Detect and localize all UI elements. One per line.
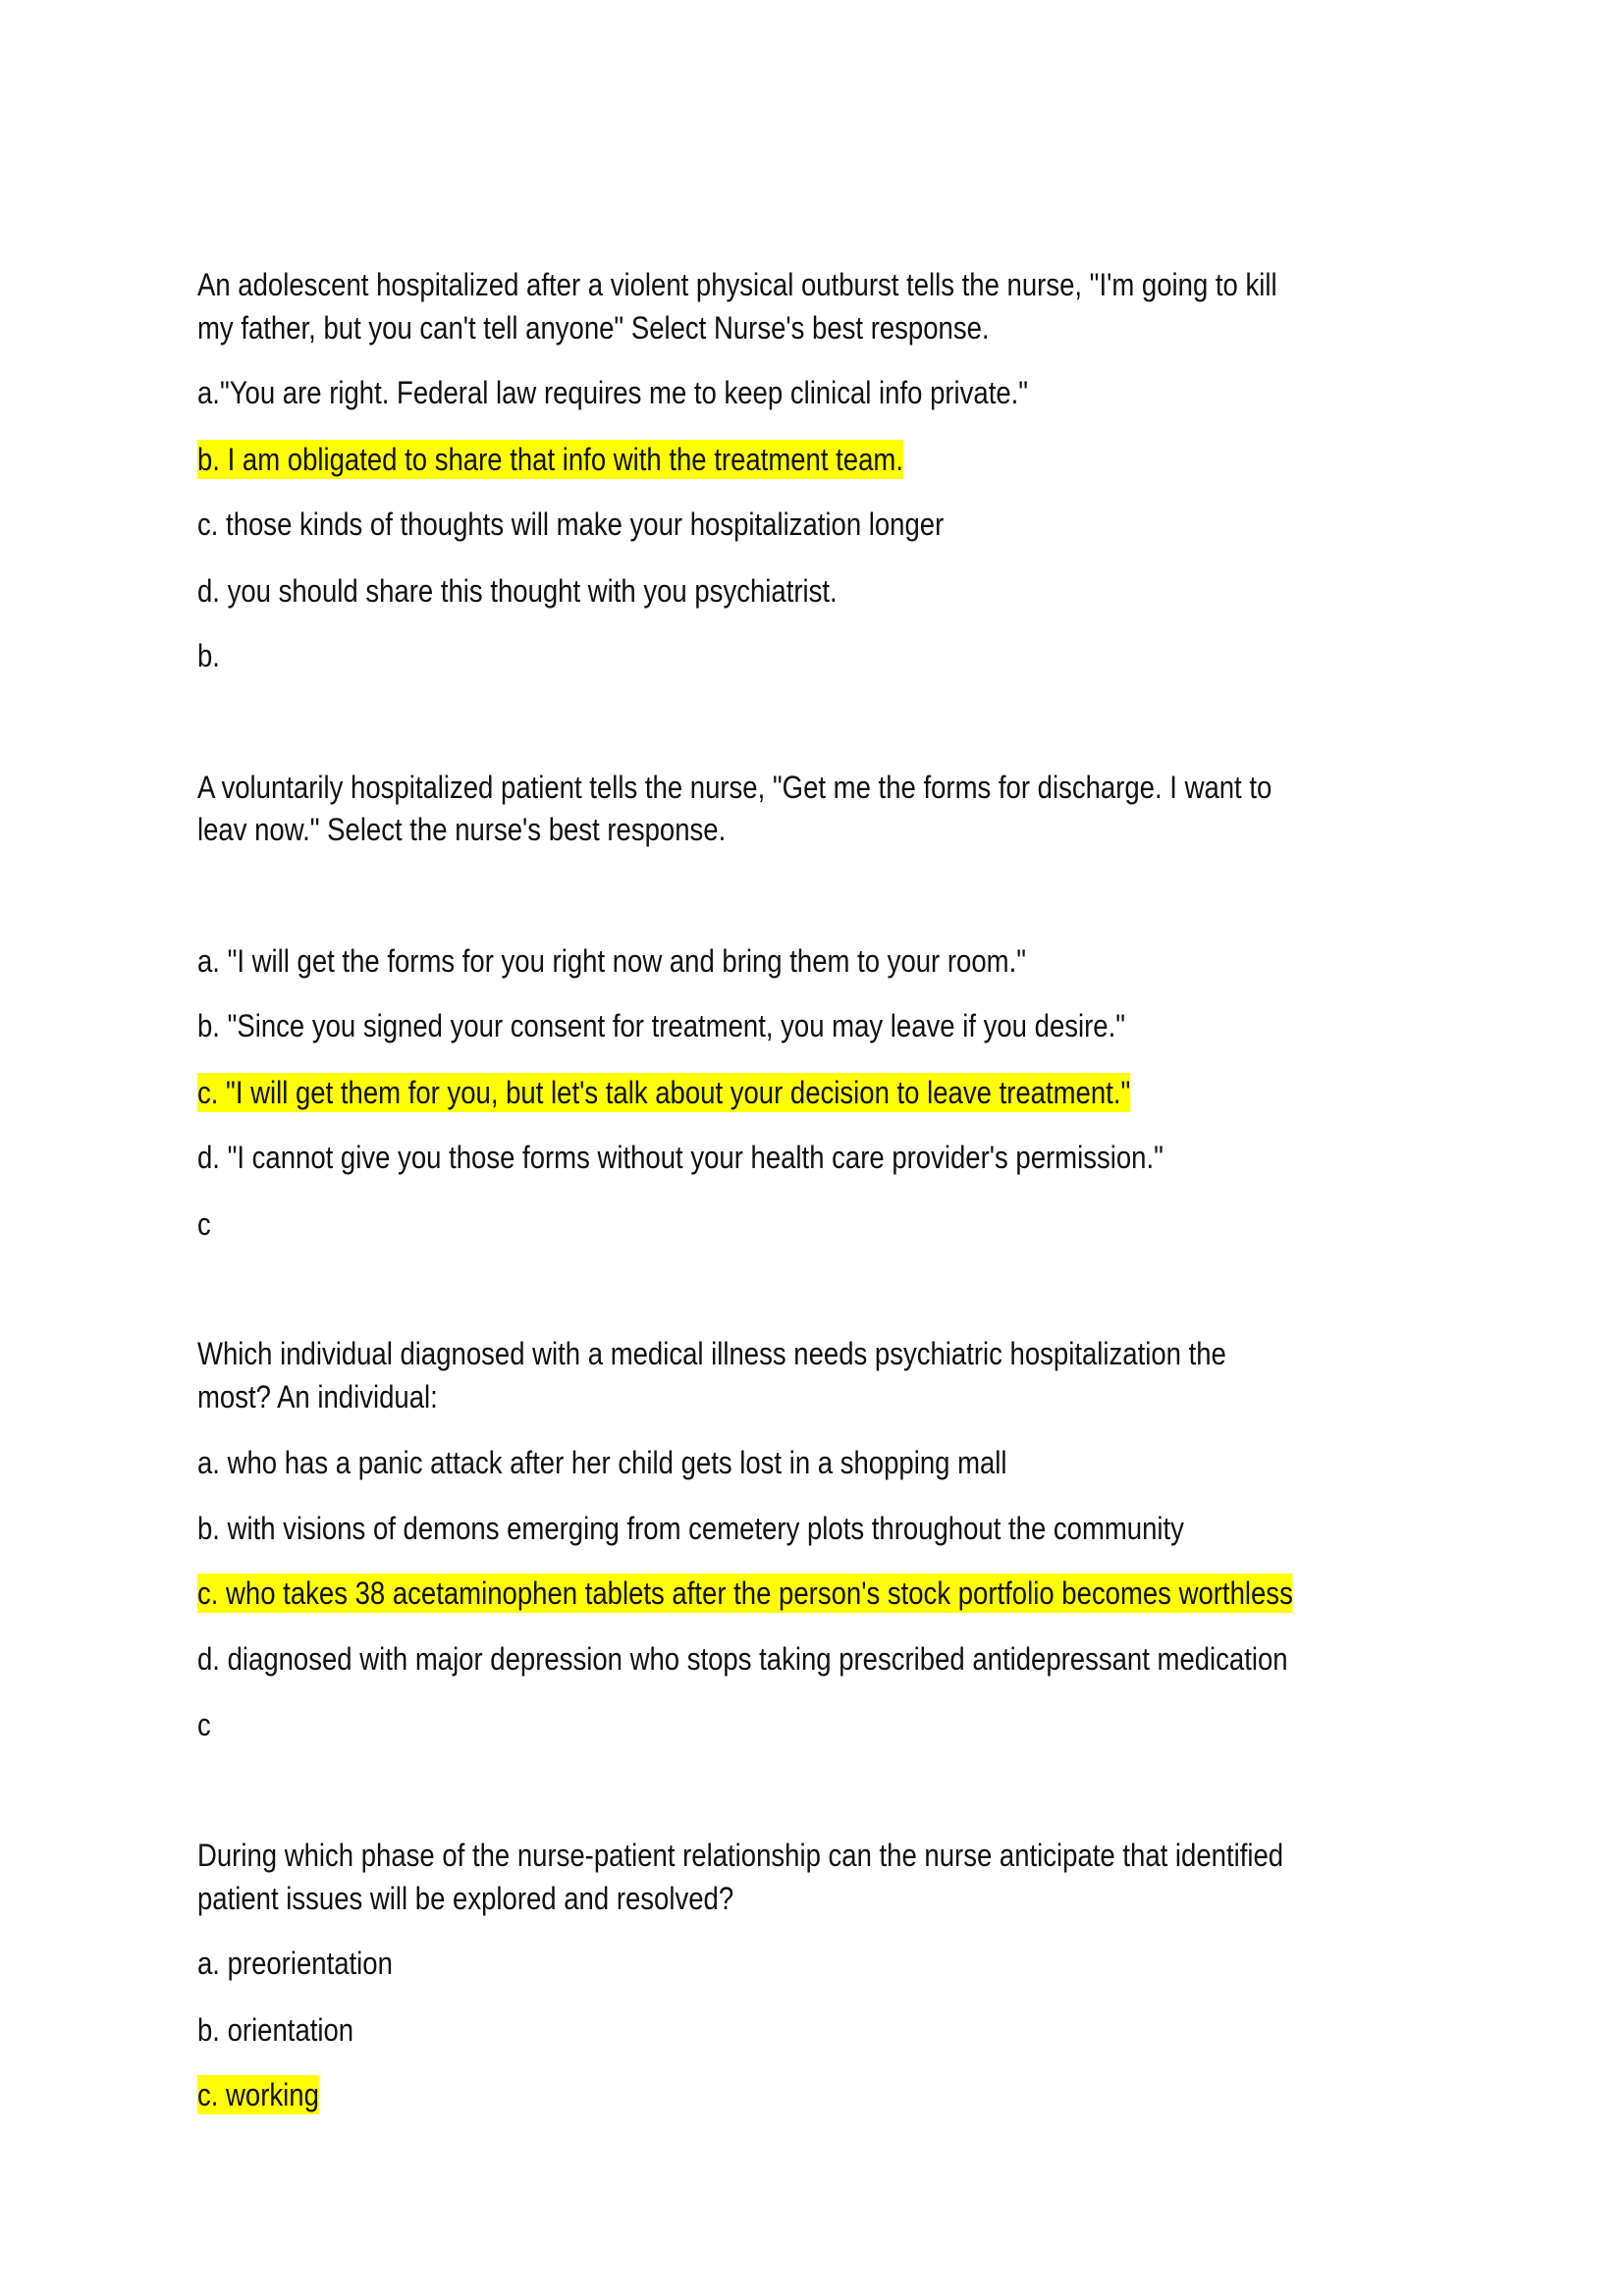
question-4-stem-line-2: patient issues will be explored and resolved? — [197, 1881, 734, 1916]
question-2-stem-line-2: leav now." Select the nurse's best response. — [197, 812, 727, 847]
question-1-option-a: a."You are right. Federal law requires me to keep clinical info private." — [197, 375, 1029, 410]
question-2-option-c-highlighted — [197, 1071, 1130, 1114]
highlighted-answer: c. working — [197, 2077, 319, 2112]
highlighted-answer: c. "I will get them for you, but let's talk about your decision to leave treatment." — [197, 1075, 1131, 1110]
question-3-option-d: d. diagnosed with major depression who stops taking prescribed antidepressant medication — [197, 1641, 1288, 1677]
question-2-option-b: b. "Since you signed your consent for treatment, you may leave if you desire." — [197, 1008, 1126, 1043]
highlighted-answer: c. who takes 38 acetaminophen tablets after the person's stock portfolio becomes worthless — [197, 1575, 1293, 1611]
question-4-stem-line-1: During which phase of the nurse-patient relationship can the nurse anticipate that identified — [197, 1838, 1284, 1873]
question-2-stem-line-1: A voluntarily hospitalized patient tells the nurse, "Get me the forms for discharge. I want to — [197, 770, 1272, 805]
question-1-stem-line-2: my father, but you can't tell anyone" Select Nurse's best response. — [197, 310, 990, 346]
question-2-option-a: a. "I will get the forms for you right now and bring them to your room." — [197, 943, 1026, 979]
question-3-option-a: a. who has a panic attack after her child gets lost in a shopping mall — [197, 1445, 1007, 1480]
question-3-answer: c — [197, 1707, 211, 1742]
question-1-stem-line-1: An adolescent hospitalized after a violent physical outburst tells the nurse, "I'm going to kill — [197, 267, 1277, 302]
question-4-option-b: b. orientation — [197, 2012, 354, 2048]
question-2-option-d: d. "I cannot give you those forms without your health care provider's permission." — [197, 1140, 1164, 1175]
question-3-option-c-highlighted — [197, 1572, 1293, 1615]
question-2-answer: c — [197, 1206, 211, 1242]
question-3-option-b: b. with visions of demons emerging from cemetery plots throughout the community — [197, 1511, 1184, 1546]
question-4-option-c-highlighted — [197, 2073, 319, 2116]
question-3-stem-line-1: Which individual diagnosed with a medical illness needs psychiatric hospitalization the — [197, 1336, 1226, 1371]
question-4-option-a: a. preorientation — [197, 1946, 393, 1981]
highlighted-answer: b. I am obligated to share that info with the treatment team. — [197, 442, 903, 477]
question-1-answer: b. — [197, 638, 220, 673]
question-3-stem-line-2: most? An individual: — [197, 1379, 438, 1415]
question-1-option-b-highlighted — [197, 438, 903, 481]
question-1-option-c: c. those kinds of thoughts will make your hospitalization longer — [197, 507, 945, 542]
question-1-option-d: d. you should share this thought with you psychiatrist. — [197, 573, 838, 609]
